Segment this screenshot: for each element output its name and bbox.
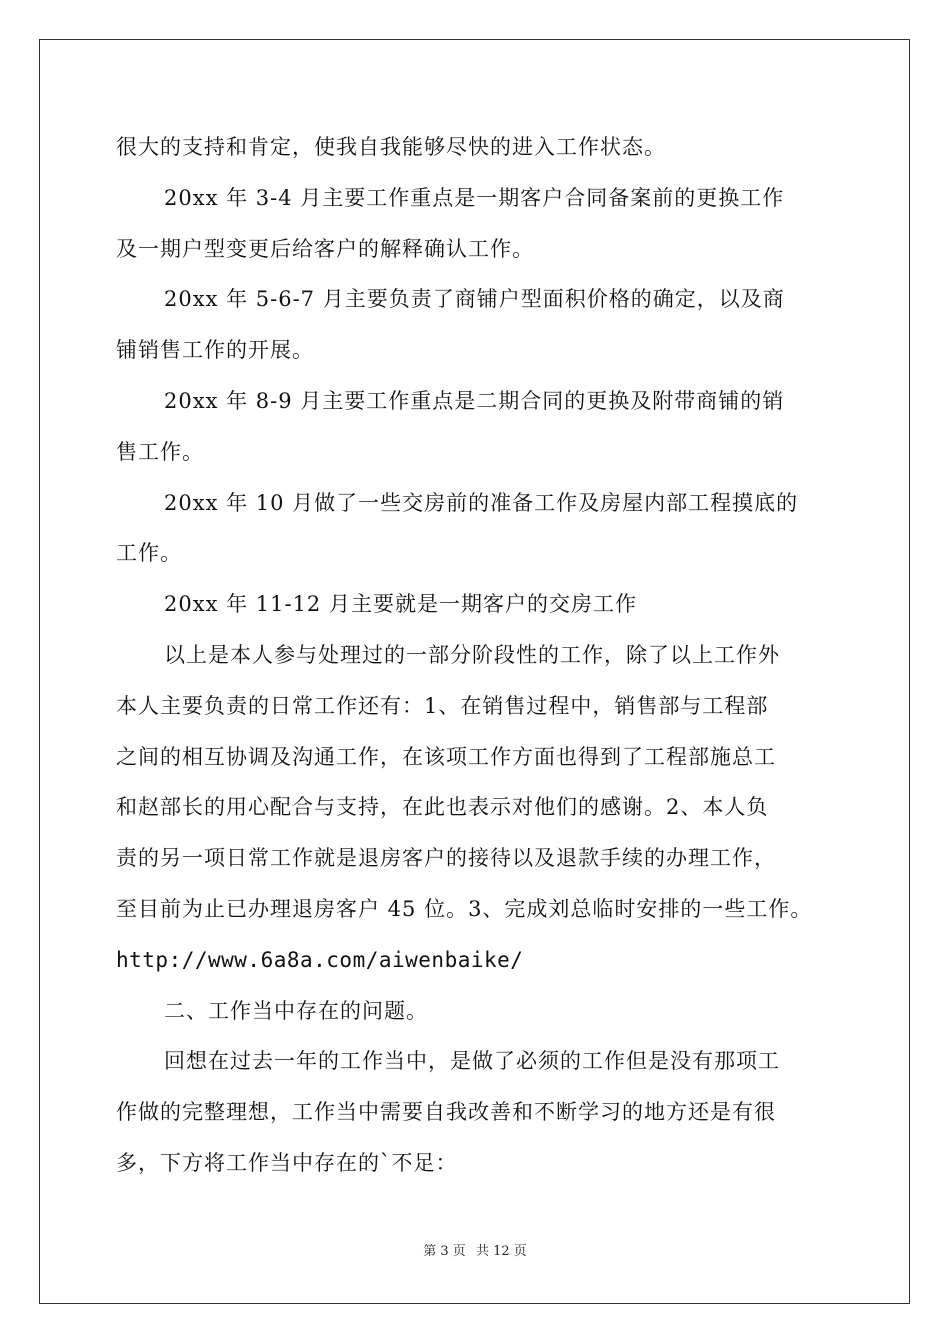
text-line: 20xx 年 5-6-7 月主要负责了商铺户型面积价格的确定，以及商 xyxy=(164,287,785,312)
text-line: 及一期户型变更后给客户的解释确认工作。 xyxy=(116,236,534,261)
url-line: http://www.6a8a.com/aiwenbaike/ xyxy=(116,947,524,972)
text-line: 之间的相互协调及沟通工作，在该项工作方面也得到了工程部施总工 xyxy=(116,744,776,769)
text-line: 20xx 年 3-4 月主要工作重点是一期客户合同备案前的更换工作 xyxy=(164,185,785,210)
text-line: 责的另一项日常工作就是退房客户的接待以及退款手续的办理工作， xyxy=(116,846,776,871)
text-line: 回想在过去一年的工作当中，是做了必须的工作但是没有那项工 xyxy=(164,1049,780,1074)
text-line: 20xx 年 11-12 月主要就是一期客户的交房工作 xyxy=(164,592,637,617)
page-footer xyxy=(0,1240,950,1259)
text-line: 铺销售工作的开展。 xyxy=(116,338,314,363)
page-total: 共 12 页 xyxy=(475,1244,527,1259)
text-line: 工作。 xyxy=(116,541,182,566)
text-line: 和赵部长的用心配合与支持，在此也表示对他们的感谢。2、本人负 xyxy=(116,795,769,820)
page-number: 第 3 页 xyxy=(423,1244,466,1259)
document-body xyxy=(116,122,856,1189)
text-line: 作做的完整理想，工作当中需要自我改善和不断学习的地方还是有很 xyxy=(116,1100,776,1125)
text-line: 本人主要负责的日常工作还有：1、在销售过程中，销售部与工程部 xyxy=(116,693,769,718)
text-line: 至目前为止已办理退房客户 45 位。3、完成刘总临时安排的一些工作。 xyxy=(116,896,813,921)
text-line: 售工作。 xyxy=(116,439,204,464)
text-line: 以上是本人参与处理过的一部分阶段性的工作，除了以上工作外 xyxy=(164,642,780,667)
text-line: 20xx 年 10 月做了一些交房前的准备工作及房屋内部工程摸底的 xyxy=(164,490,799,515)
text-line: 20xx 年 8-9 月主要工作重点是二期合同的更换及附带商铺的销 xyxy=(164,388,785,413)
section-heading: 二、工作当中存在的问题。 xyxy=(164,998,428,1023)
text-line: 多，下方将工作当中存在的`不足： xyxy=(116,1150,458,1175)
text-line: 很大的支持和肯定，使我自我能够尽快的进入工作状态。 xyxy=(116,135,666,159)
